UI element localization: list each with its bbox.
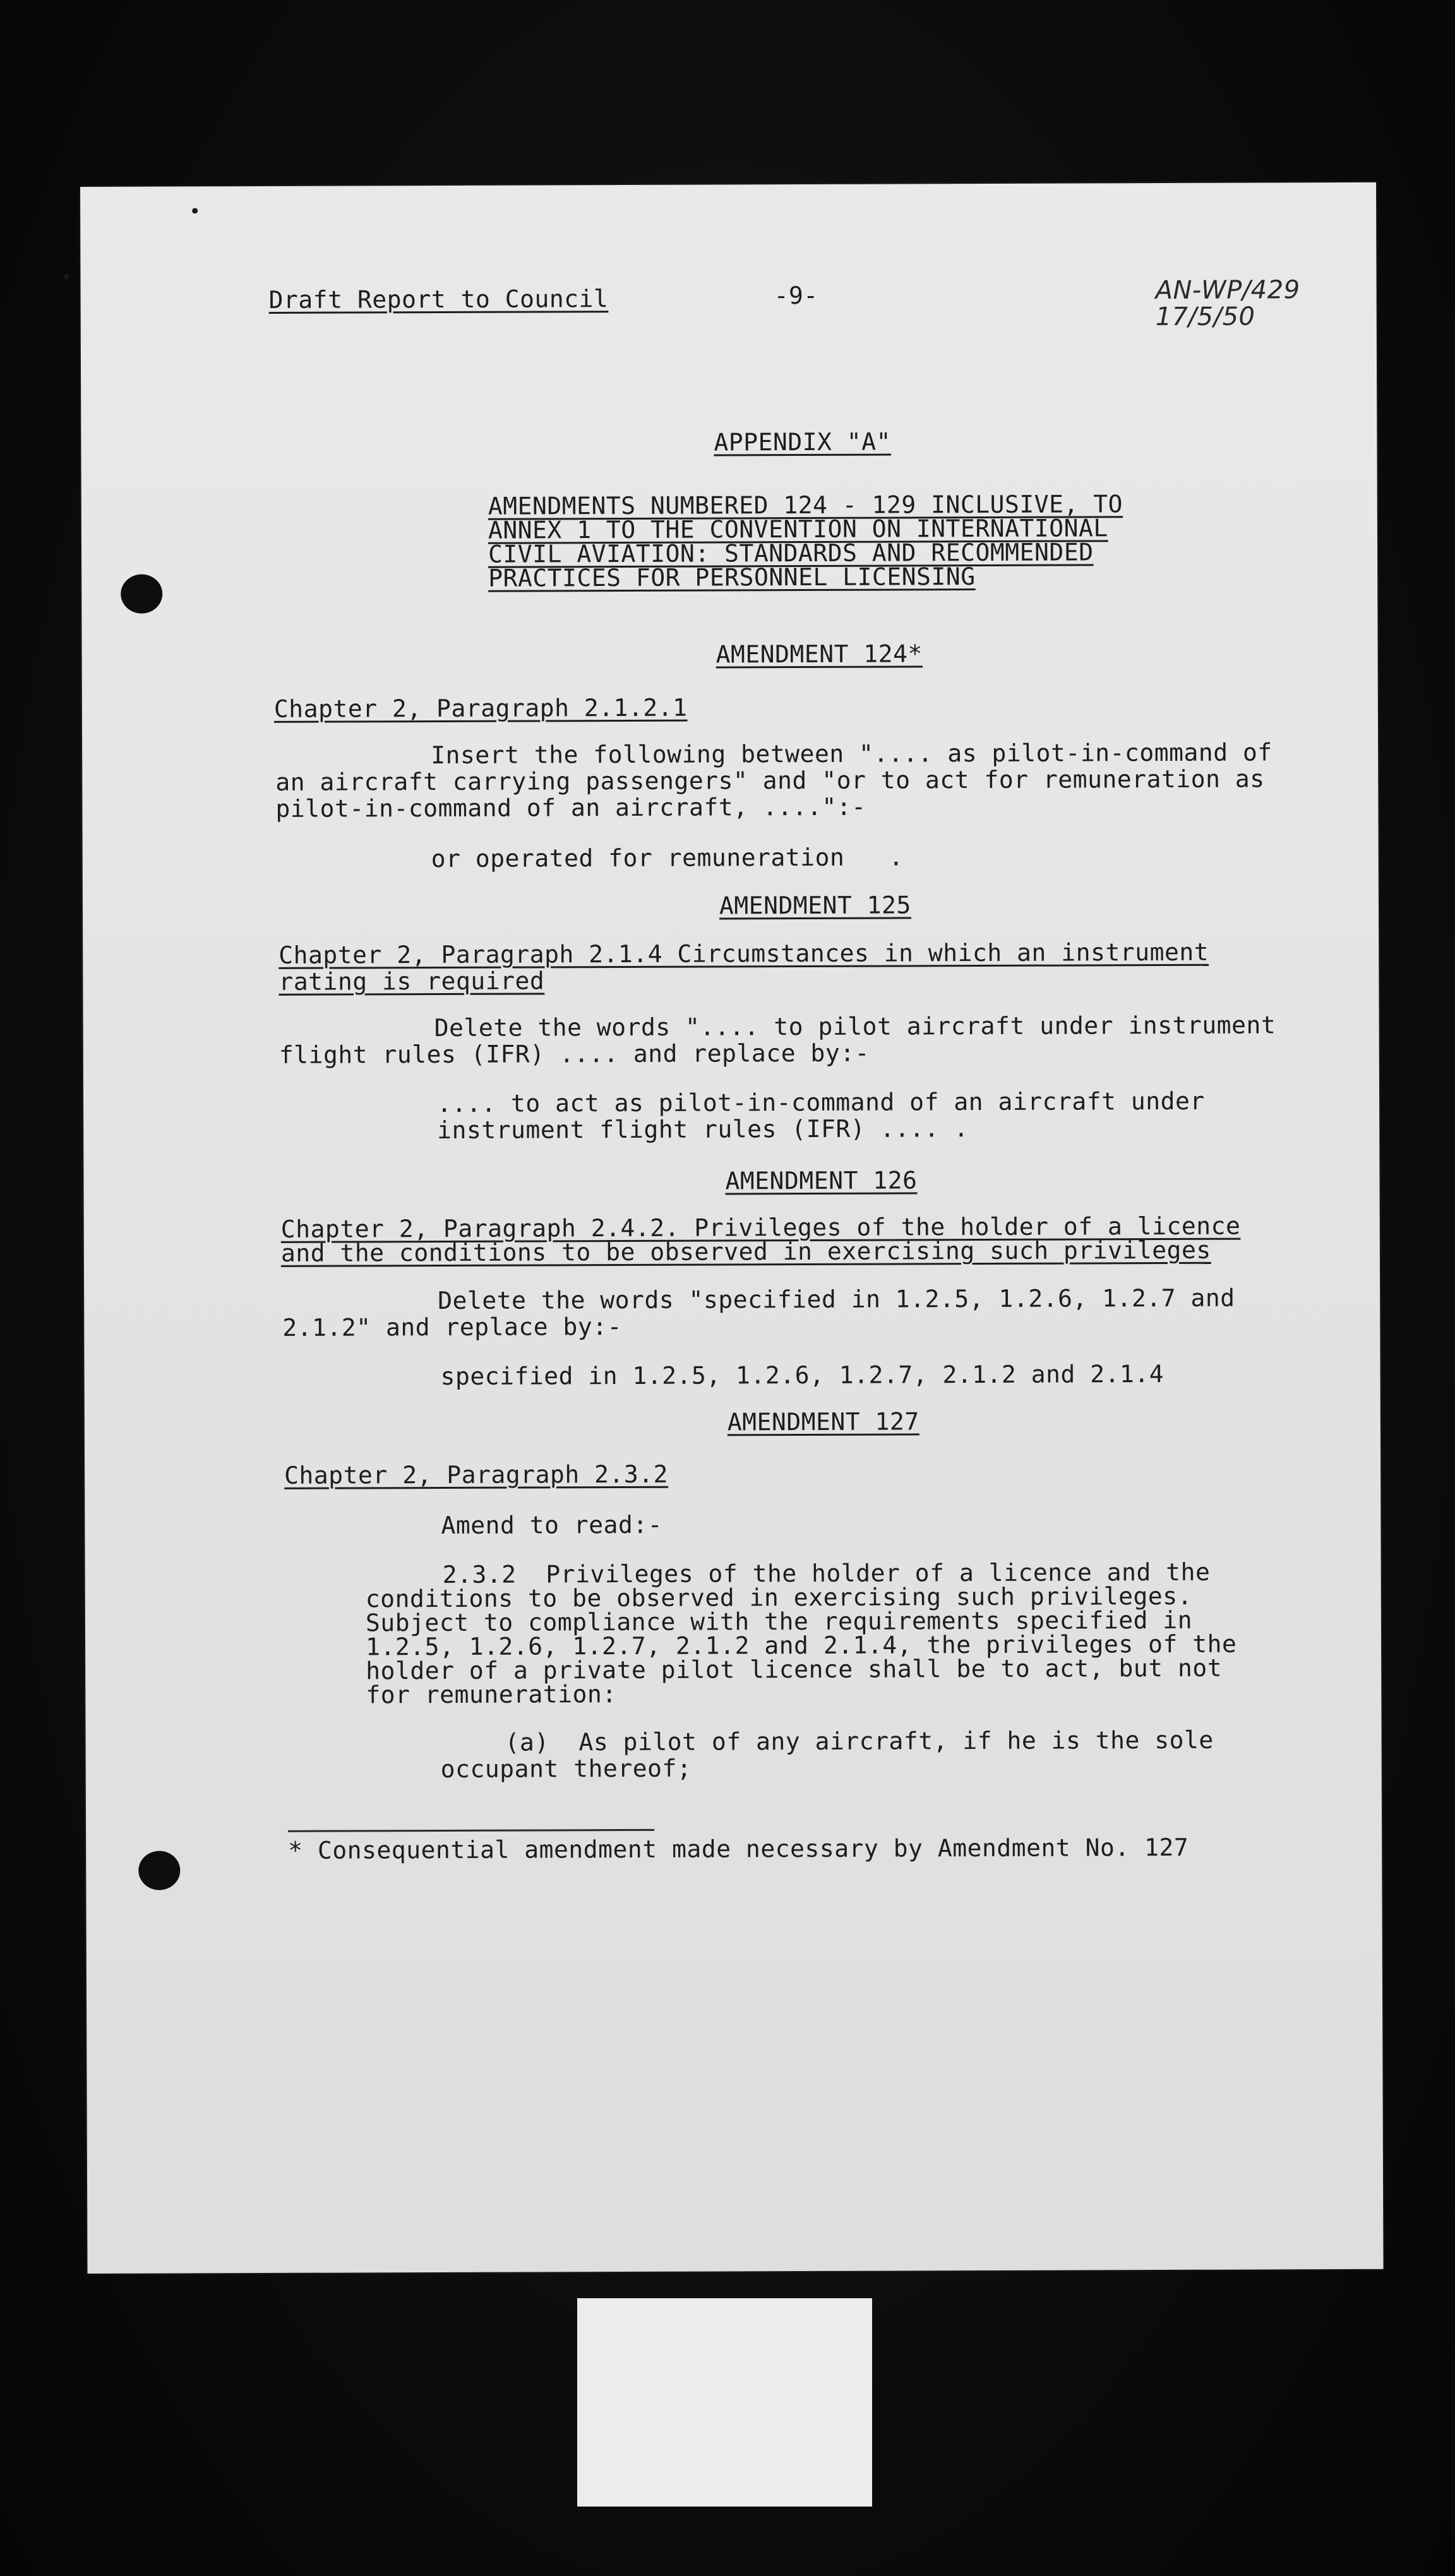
chapter-reference: rating is required bbox=[278, 967, 545, 996]
quoted-text: .... to act as pilot-in-command of an aircraft under bbox=[436, 1087, 1205, 1118]
speck bbox=[192, 208, 198, 213]
appendix-title: APPENDIX "A" bbox=[714, 427, 892, 456]
paragraph-line: Subject to compliance with the requirements specified in bbox=[365, 1606, 1193, 1637]
footnote-rule bbox=[288, 1829, 654, 1832]
list-item: (a) As pilot of any aircraft, if he is the sole bbox=[505, 1726, 1214, 1756]
body-line: Delete the words ".... to pilot aircraft under instrument bbox=[434, 1011, 1276, 1042]
body-line: flight rules (IFR) .... and replace by:- bbox=[278, 1039, 870, 1069]
punch-hole-bottom bbox=[138, 1851, 180, 1890]
body-line: an aircraft carrying passengers" and "or to act for remuneration as bbox=[275, 765, 1265, 796]
chapter-reference: Chapter 2, Paragraph 2.3.2 bbox=[284, 1460, 669, 1489]
body-line: pilot-in-command of an aircraft, ....":- bbox=[275, 792, 866, 823]
list-item: occupant thereof; bbox=[440, 1754, 692, 1784]
body-line: Insert the following between ".... as pilot-in-command of bbox=[431, 738, 1272, 770]
quoted-text: instrument flight rules (IFR) .... . bbox=[437, 1114, 969, 1145]
paragraph-line: 1.2.5, 1.2.6, 1.2.7, 2.1.2 and 2.1.4, the privileges of the bbox=[365, 1630, 1237, 1661]
chapter-reference: Chapter 2, Paragraph 2.1.4 Circumstances in which an instrument bbox=[278, 938, 1209, 969]
chapter-reference: Chapter 2, Paragraph 2.1.2.1 bbox=[273, 693, 688, 723]
quoted-text: specified in 1.2.5, 1.2.6, 1.2.7, 2.1.2 and 2.1.4 bbox=[440, 1360, 1165, 1391]
paragraph-line: holder of a private pilot licence shall be to act, but not bbox=[366, 1654, 1223, 1685]
document-reference: AN-WP/429 bbox=[1155, 275, 1300, 306]
amendment-heading: AMENDMENT 126 bbox=[725, 1166, 918, 1195]
main-title-line: CIVIL AVIATION: STANDARDS AND RECOMMENDED bbox=[488, 538, 1094, 568]
body-line: Delete the words "specified in 1.2.5, 1.2.6, 1.2.7 and bbox=[438, 1284, 1235, 1315]
footnote: * Consequential amendment made necessary by Amendment No. 127 bbox=[288, 1833, 1189, 1864]
speck bbox=[64, 274, 69, 279]
amendment-heading: AMENDMENT 124* bbox=[716, 640, 923, 669]
main-title-line: ANNEX 1 TO THE CONVENTION ON INTERNATIONAL bbox=[488, 514, 1108, 544]
main-title-line: AMENDMENTS NUMBERED 124 - 129 INCLUSIVE, TO bbox=[488, 490, 1123, 520]
body-line: 2.1.2" and replace by:- bbox=[282, 1313, 623, 1342]
paragraph-line: conditions to be observed in exercising such privileges. bbox=[365, 1582, 1193, 1613]
paragraph-line: 2.3.2 Privileges of the holder of a licence and the bbox=[442, 1558, 1211, 1589]
header-title: Draft Report to Council bbox=[268, 285, 609, 314]
chapter-reference: Chapter 2, Paragraph 2.4.2. Privileges of the holder of a licence bbox=[280, 1212, 1241, 1243]
amendment-heading: AMENDMENT 125 bbox=[719, 891, 911, 920]
body-line: Amend to read:- bbox=[441, 1510, 663, 1540]
document-date: 17/5/50 bbox=[1155, 302, 1255, 332]
main-title-line: PRACTICES FOR PERSONNEL LICENSING bbox=[488, 563, 976, 592]
page-number: -9- bbox=[774, 281, 818, 310]
paragraph-line: for remuneration: bbox=[366, 1680, 617, 1709]
calibration-target bbox=[577, 2298, 872, 2507]
amendment-heading: AMENDMENT 127 bbox=[727, 1407, 919, 1436]
document-page bbox=[80, 182, 1384, 2274]
quoted-text: or operated for remuneration . bbox=[431, 843, 904, 873]
punch-hole-top bbox=[121, 575, 162, 614]
chapter-reference: and the conditions to be observed in exercising such privileges bbox=[280, 1236, 1211, 1267]
